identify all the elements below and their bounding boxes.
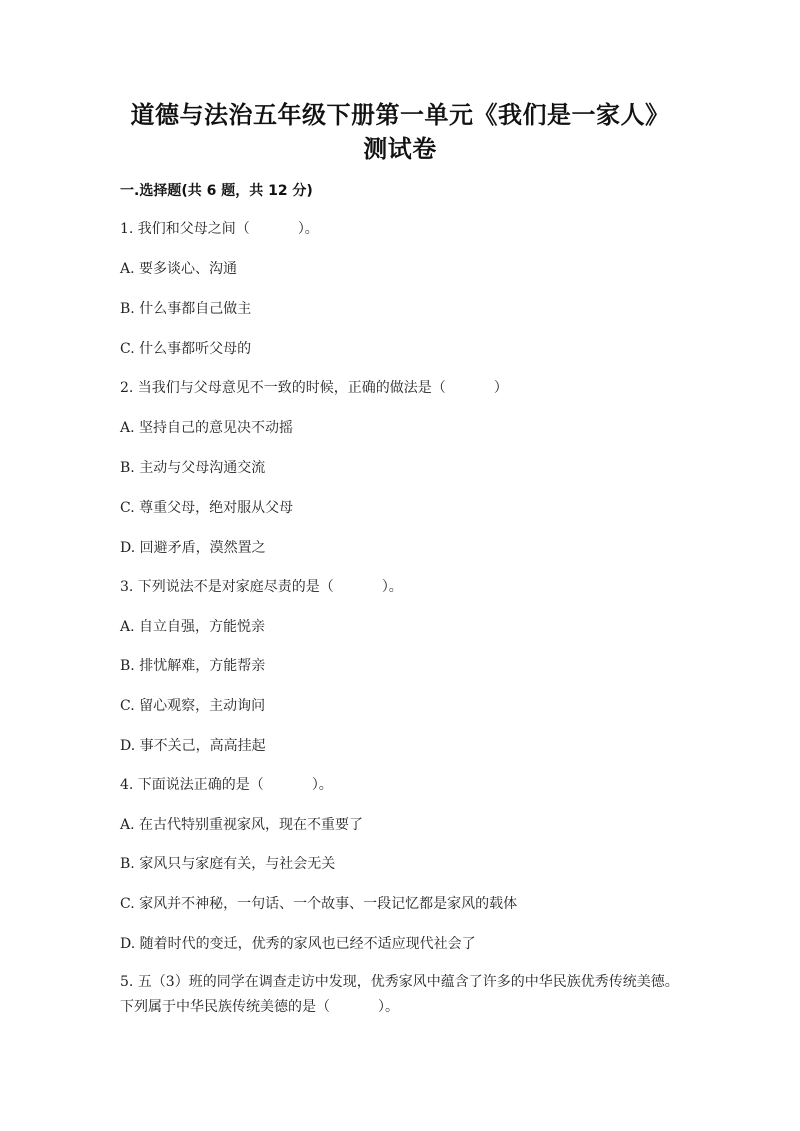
question-1-option-a: A. 要多谈心、沟通 xyxy=(120,261,238,277)
question-3-stem xyxy=(120,576,403,598)
question-2-option-a: A. 坚持自己的意见决不动摇 xyxy=(120,420,294,436)
question-stem-text: 1. 我们和父母之间（ xyxy=(120,221,250,237)
question-3-option-c: C. 留心观察，主动询问 xyxy=(120,698,266,714)
question-5-stem xyxy=(120,970,690,1020)
question-2-option-d: D. 回避矛盾，漠然置之 xyxy=(120,540,266,556)
exam-title-line1: 道德与法治五年级下册第一单元《我们是一家人》 xyxy=(130,100,670,129)
question-stem-text: 3. 下列说法不是对家庭尽责的是（ xyxy=(120,579,334,595)
question-stem-text: 2. 当我们与父母意见不一致的时候，正确的做法是（ xyxy=(120,380,446,396)
question-2-option-c: C. 尊重父母，绝对服从父母 xyxy=(120,500,294,516)
question-2-option-b: B. 主动与父母沟通交流 xyxy=(120,460,266,476)
question-stem-text: 5. 五（3）班的同学在调查走访中发现，优秀家风中蕴含了许多的中华民族优秀传统美德。下列属于中华民族传统美德的是（ xyxy=(120,974,679,1015)
question-3-option-a: A. 自立自强，方能悦亲 xyxy=(120,619,266,635)
question-1-stem xyxy=(120,218,319,240)
question-stem-end: ）。 xyxy=(378,999,399,1015)
question-stem-end: ）。 xyxy=(297,221,319,237)
question-3-option-d: D. 事不关己，高高挂起 xyxy=(120,738,266,754)
question-stem-end: ） xyxy=(493,380,508,396)
exam-title-line2: 测试卷 xyxy=(363,134,437,163)
question-4-option-a: A. 在古代特别重视家风，现在不重要了 xyxy=(120,817,364,833)
question-1-option-c: C. 什么事都听父母的 xyxy=(120,341,252,357)
question-4-stem xyxy=(120,774,333,796)
question-stem-end: ）。 xyxy=(311,777,333,793)
section-heading: 一.选择题(共 6 题，共 12 分) xyxy=(120,183,313,199)
question-3-option-b: B. 排忧解难，方能帮亲 xyxy=(120,658,266,674)
question-4-option-c: C. 家风并不神秘，一句话、一个故事、一段记忆都是家风的载体 xyxy=(120,896,518,912)
question-4-option-d: D. 随着时代的变迁，优秀的家风也已经不适应现代社会了 xyxy=(120,936,476,952)
question-stem-end: ）。 xyxy=(381,579,403,595)
question-stem-text: 4. 下面说法正确的是（ xyxy=(120,777,264,793)
question-2-stem xyxy=(120,377,508,399)
question-1-option-b: B. 什么事都自己做主 xyxy=(120,301,252,317)
question-4-option-b: B. 家风只与家庭有关，与社会无关 xyxy=(120,856,336,872)
